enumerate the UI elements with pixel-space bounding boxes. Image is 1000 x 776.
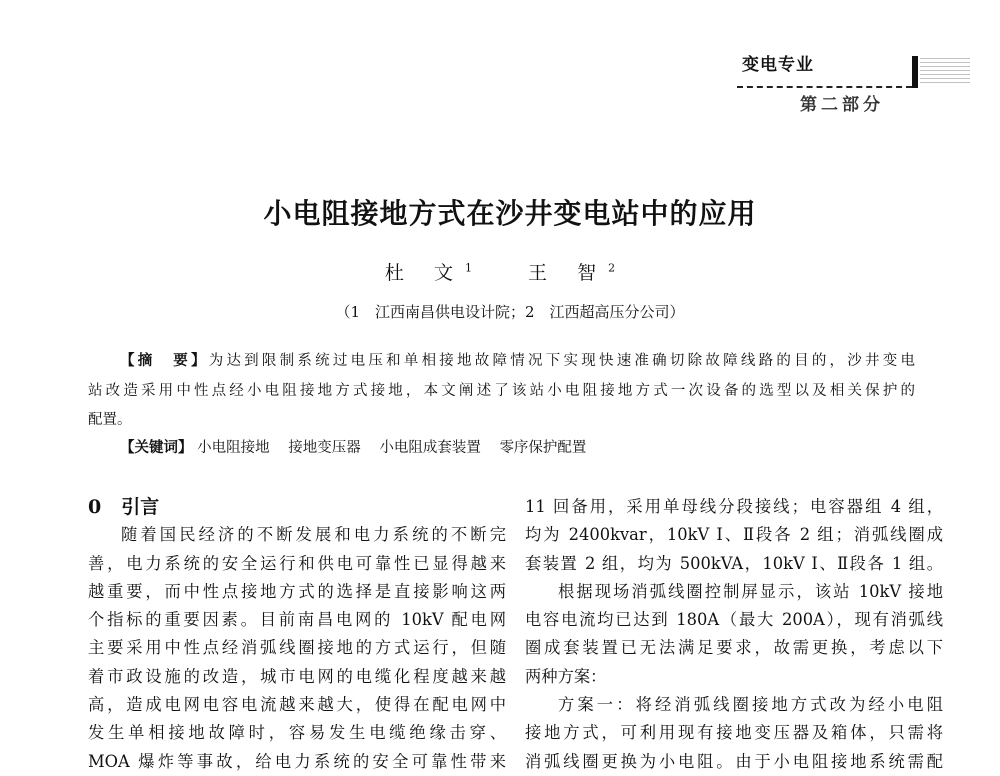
body-line: 越重要，而中性点接地方式的选择是直接影响这两 bbox=[88, 581, 506, 601]
author-name: 杜 文 bbox=[384, 262, 465, 284]
body-line: 随着国民经济的不断发展和电力系统的不断完 bbox=[121, 525, 506, 545]
keywords-label: 【关键词】 bbox=[120, 440, 193, 456]
journal-part-label: 第二部分 bbox=[800, 95, 884, 115]
body-line: 电容电流均已达到 180A（最大 200A），现有消弧线 bbox=[525, 610, 943, 630]
keyword: 小电阻接地 bbox=[197, 440, 270, 456]
body-line: 圈成套装置已无法满足要求，故需更换，考虑以下 bbox=[525, 638, 943, 658]
body-line: 方案一：将经消弧线圈接地方式改为经小电阻 bbox=[558, 695, 943, 715]
abstract-label: 【摘 要】 bbox=[120, 353, 209, 369]
header-texture-decoration bbox=[920, 58, 970, 84]
body-line: 着市政设施的改造，城市电网的电缆化程度越来越 bbox=[88, 666, 506, 686]
body-line: 套装置 2 组，均为 500kVA，10kV Ⅰ、Ⅱ段各 1 组。 bbox=[525, 553, 943, 573]
keyword: 小电阻成套装置 bbox=[379, 440, 481, 456]
body-line: 两种方案： bbox=[525, 666, 607, 686]
body-line: 11 回备用，采用单母线分段接线；电容器组 4 组， bbox=[525, 497, 943, 516]
left-column bbox=[88, 493, 506, 776]
author-affiliation-mark: 2 bbox=[608, 261, 616, 275]
affiliations: （1 江西南昌供电设计院；2 江西超高压分公司） bbox=[335, 303, 685, 321]
author-affiliation-mark: 1 bbox=[464, 261, 472, 275]
section-heading: 0 引言 bbox=[88, 496, 160, 518]
body-line: MOA 爆炸等事故，给电力系统的安全可靠性带来 bbox=[88, 751, 506, 771]
body-line: 高，造成电网电容电流越来越大，使得在配电网中 bbox=[88, 695, 506, 715]
body-line: 根据现场消弧线圈控制屏显示，该站 10kV 接地 bbox=[558, 581, 943, 601]
paper-title: 小电阻接地方式在沙井变电站中的应用 bbox=[263, 197, 757, 230]
journal-section-label: 变电专业 bbox=[742, 55, 814, 75]
body-line: 个指标的重要因素。目前南昌电网的 10kV 配电网 bbox=[88, 610, 506, 630]
authors bbox=[0, 258, 1000, 285]
body-line: 均为 2400kvar，10kV Ⅰ、Ⅱ段各 2 组；消弧线圈成 bbox=[525, 525, 943, 545]
keywords bbox=[120, 436, 600, 457]
abstract-line: 站改造采用中性点经小电阻接地方式接地，本文阐述了该站小电阻接地方式一次设备的选型以及相关保护的 bbox=[88, 382, 915, 399]
body-line: 消弧线圈更换为小电阻。由于小电阻接地系统需配 bbox=[525, 751, 943, 771]
abstract bbox=[88, 347, 916, 436]
right-column bbox=[525, 493, 943, 776]
body-line: 主要采用中性点经消弧线圈接地的方式运行，但随 bbox=[88, 638, 506, 658]
header-dashed-rule bbox=[737, 86, 912, 88]
body-line: 接地方式，可利用现有接地变压器及箱体，只需将 bbox=[525, 723, 943, 743]
author-name: 王 智 bbox=[528, 262, 609, 284]
body-line: 发生单相接地故障时，容易发生电缆绝缘击穿、 bbox=[88, 723, 506, 743]
header-bar-decoration bbox=[912, 56, 918, 88]
keyword: 零序保护配置 bbox=[499, 440, 587, 456]
abstract-line: 【摘 要】为达到限制系统过电压和单相接地故障情况下实现快速准确切除故障线路的目的，沙井变电 bbox=[120, 353, 916, 369]
abstract-line: 配置。 bbox=[88, 412, 132, 428]
body-line: 善，电力系统的安全运行和供电可靠性已显得越来 bbox=[88, 553, 506, 573]
keyword: 接地变压器 bbox=[288, 440, 361, 456]
